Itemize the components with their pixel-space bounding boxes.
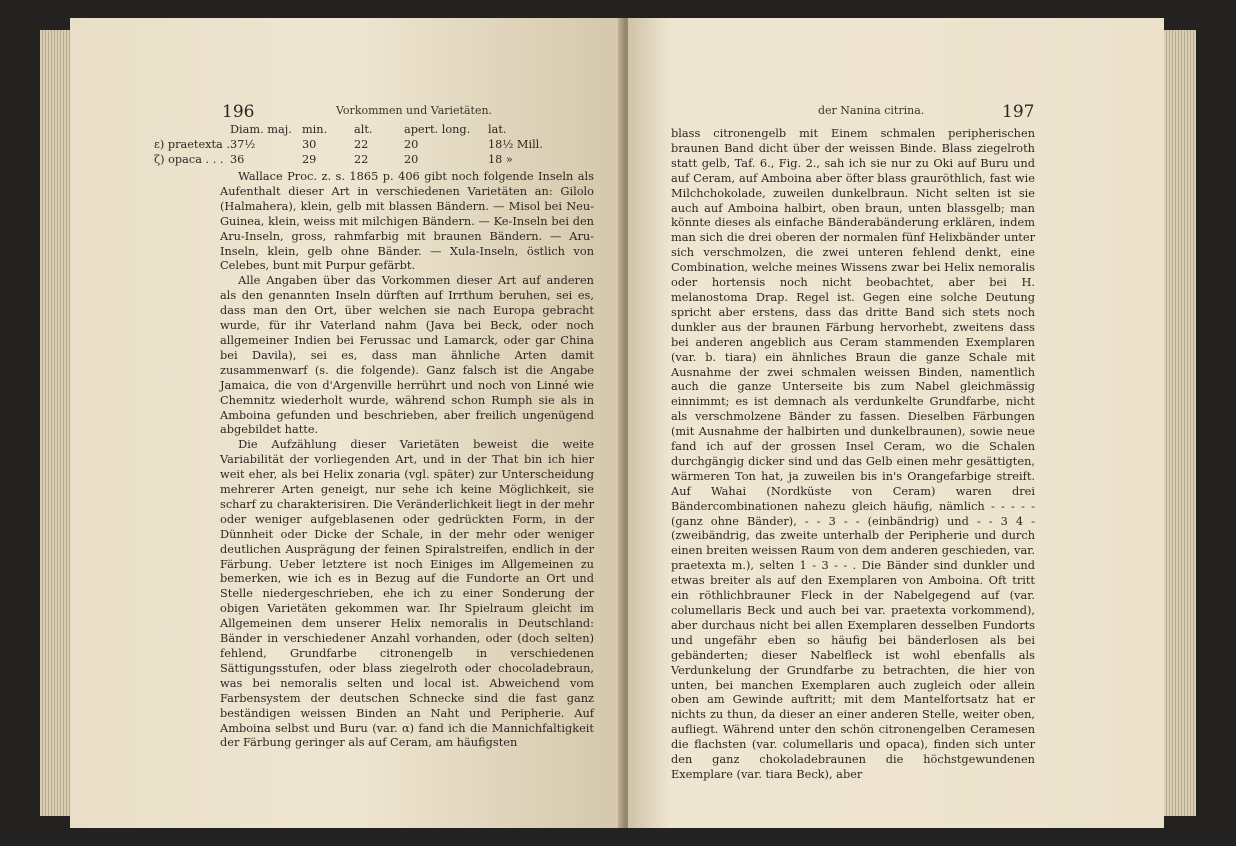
table-cell: 20 (403, 138, 419, 151)
table-header: alt. (353, 123, 373, 136)
table-header: apert. long. (403, 123, 471, 136)
table-cell: 18 » (487, 153, 513, 166)
right-page (628, 18, 1164, 828)
page-number-left: 196 (222, 102, 255, 122)
table-header: Diam. maj. (229, 123, 292, 136)
left-page (70, 18, 626, 828)
row-label: ζ) opaca . . . (154, 153, 224, 166)
running-head-right: der Nanina citrina. (818, 104, 925, 117)
table-cell: 22 (353, 138, 369, 151)
table-cell: 29 (301, 153, 317, 166)
paragraph: blass citronengelb mit Einem schmalen peripherischen braunen Band dicht über der weissen Binde. Blass ziegelroth statt gelb, Taf. 6., Fig. 2., sah ich sie nur zu Oki auf Buru und auf Ceram, auf Amboina aber öfter blass grauröthlich, fast wie Milchchokolade, zuweilen dunkelbraun. Nicht selten ist sie auch auf Amboina halbirt, oben braun, unten blassgelb; man könnte dieses als einfache Bänderabänderung erklären, indem man sich die drei oberen der normalen fünf Helixbänder unter sich verschmolzen, die zwei unteren fehlend denkt, eine Combination, welche meines Wissens zwar bei Helix nemoralis oder hortensis noch nicht beobachtet, aber bei H. melanostoma Drap. Regel ist. Gegen eine solche Deutung spricht aber erstens, dass das dritte Band sich stets noch dunkler aus der braunen Färbung hervorhebt, zweitens dass bei anderen angeblich aus Ceram stammenden Exemplaren (var. b. tiara) ein ähnliches Braun die ganze Schale mit Ausnahme der zwei schmalen weissen Binden, namentlich auch die ganze Unterseite bis zum Nabel gleichmässig einnimmt; es ist demnach als verdunkelte Grundfarbe, nicht als verschmolzene Bänder zu fassen. Dieselben Färbungen (mit Ausnahme der halbirten und dunkelbraunen), sowie neue fand ich auf der grossen Insel Ceram, wo die Schalen durchgängig dicker sind und das Gelb einen mehr gesättigten, wärmeren Ton hat, ja zuweilen bis in's Orangefarbige streift. Auf Wahai (Nordküste von Ceram) waren drei Bändercombinationen nahezu gleich häufig, nämlich - - - - - (ganz ohne Bänder), - - 3 - - (einbändrig) und - - 3 4 - (zweibändrig, das zweite unterhalb der Peripherie und durch einen breiten weissen Raum von dem anderen geschieden, var. praetexta m.), selten 1 - 3 - - . Die Bänder sind dunkler und etwas breiter als auf den Exemplaren von Amboina. Oft tritt ein röthlichbrauner Fleck in der Nabelgegend auf (var. columellaris Beck und auch bei var. praetexta vorkommend), aber durchaus nicht bei allen Exemplaren desselben Fundorts und ungefähr eben so häufig bei bänderlosen als bei gebänderten; dieser Nabelfleck ist wohl ebenfalls als Verdunkelung der Grundfarbe zu betrachten, die hier von unten, bei manchen Exemplaren auch zugleich oder allein oben am Gewinde auftritt; mit dem Mantelfortsatz hat er nichts zu thun, da dieser an einer anderen Stelle, weiter oben, aufliegt. Während unter den schön citronengelben Ceramesen die flachsten (var. columellaris und opaca), finden sich unter den ganz chokoladebraunen die höchstgewundenen Exemplare (var. tiara Beck), aber (671, 126, 1035, 781)
table-cell: 36 (229, 153, 245, 166)
table-cell: 30 (301, 138, 317, 151)
page-number-right: 197 (1002, 102, 1035, 122)
paragraph: Wallace Proc. z. s. 1865 p. 406 gibt noch folgende Inseln als Aufenthalt dieser Art in verschiedenen Varietäten an: Gilolo (Halmahera), klein, gelb mit blassen Bändern. — Misol bei Neu-Guinea, klein, weiss mit milchigen Bändern. — Ke-Inseln bei den Aru-Inseln, gross, rahmfarbig mit braunen Bändern. — Aru-Inseln, klein, gelb ohne Bänder. — Xula-Inseln, östlich von Celebes, bunt mit Purpur gefärbt. (220, 169, 594, 273)
table-cell: 20 (403, 153, 419, 166)
table-header-row (154, 122, 543, 137)
table-row (154, 137, 543, 152)
measurement-table (154, 122, 543, 167)
table-row (154, 152, 543, 167)
right-page-body (671, 126, 1035, 782)
paragraph: Die Aufzählung dieser Varietäten beweist die weite Variabilität der vorliegenden Art, und in der That bin ich hier weit eher, als bei Helix zonaria (vgl. später) zur Unterscheidung mehrerer Arten geneigt, nur sehe ich keine Möglichkeit, sie scharf zu charakterisiren. Die Veränderlichkeit liegt in der mehr oder weniger aufgeblasenen oder gedrückten Form, in der Dünnheit oder Dicke der Schale, in der mehr oder weniger deutlichen Ausprägung der feinen Spiralstreifen, endlich in der Färbung. Ueber letztere ist noch Einiges im Allgemeinen zu bemerken, wie ich es in Bezug auf die Fundorte an Ort und Stelle niedergeschrieben, ehe ich zu einer Sonderung der obigen Varietäten gekommen war. Ihr Spielraum gleicht im Allgemeinen dem unserer Helix nemoralis in Deutschland: Bänder in verschiedener Anzahl vorhanden, oder (doch selten) fehlend, Grundfarbe citronengelb in verschiedenen Sättigungsstufen, oder blass ziegelroth oder chocoladebraun, was bei nemoralis selten und local ist. Abweichend vom Farbensystem der deutschen Schnecke sind die fast ganz beständigen weissen Binden an Naht und Peripherie. Auf Amboina selbst und Buru (var. α) fand ich die Mannichfaltigkeit der Färbung geringer als auf Ceram, am häufigsten (220, 437, 594, 750)
table-cell: 22 (353, 153, 369, 166)
row-label: ε) praetexta . (154, 138, 230, 151)
table-header: lat. (487, 123, 507, 136)
page-edges-right (1160, 30, 1196, 816)
table-cell: 37½ (229, 138, 256, 151)
left-page-body (220, 169, 594, 750)
paragraph: Alle Angaben über das Vorkommen dieser Art auf anderen als den genannten Inseln dürften auf Irrthum beruhen, sei es, dass man den Ort, über welchen sie nach Europa gebracht wurde, für ihr Vaterland nahm (Java bei Beck, oder noch allgemeiner Indien bei Ferussac und Lamarck, oder gar China bei Davila), sei es, dass man ähnliche Arten damit zusammenwarf (s. die folgende). Ganz falsch ist die Angabe Jamaica, die von d'Argenville herrührt und noch von Linné wie Chemnitz wiederholt wurde, während schon Rumph sie als in Amboina gefunden und beschrieben, aber freilich ungenügend abgebildet hatte. (220, 273, 594, 437)
running-head-left: Vorkommen und Varietäten. (336, 104, 493, 117)
table-header: min. (301, 123, 328, 136)
table-cell: 18½ Mill. (487, 138, 543, 151)
